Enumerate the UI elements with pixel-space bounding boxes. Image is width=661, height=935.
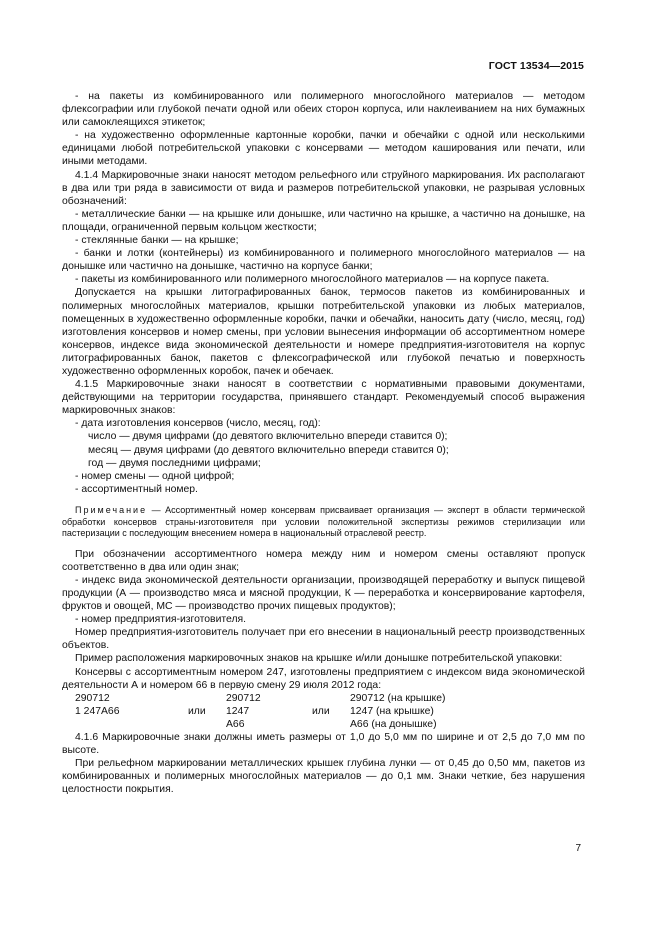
note-label: Примечание	[75, 504, 148, 515]
example-cell	[116, 705, 188, 718]
list-item: - банки и лотки (контейнеры) из комбинированного и полимерного многослойного материалов — на донышке или частично на донышке, частично на корпусе банки;	[62, 248, 585, 273]
paragraph: Допускается на крышки литографированных банок, термосов пакетов из комбинированных и полимерных многослойных материалов, крышки потребительской упаковки из любых материалов, помещенных в художественно оформленные коробки, пачки и обечайки, наносить дату (число, месяц, год) изготовления консервов и номер смены, при условии вынесения информации об ассортиментном номере консервов, индексе вида экономической деятельности и номере предприятия-изготовителя на корпус литографированных банок, пакетов с флексографической или глубокой печатью и поверхность художественно оформленных коробок, пачек и обечаек.	[62, 287, 585, 377]
list-item: - ассортиментный номер.	[75, 483, 198, 495]
document-body	[62, 90, 585, 796]
example-cell	[188, 692, 226, 705]
example-cell	[312, 692, 350, 705]
list-item: - на пакеты из комбинированного или полимерного многослойного материалов — методом флексографии или глубокой печати одной или обеих сторон корпуса, или наклеиванием на них бумажных или самоклеящихся этикеток;	[62, 91, 585, 129]
paragraph: 4.1.5 Маркировочные знаки наносят в соответствии с нормативными правовыми документами, действующими на территории государства, принявшего стандарт. Рекомендуемый способ выражения маркировочных знаков:	[62, 379, 585, 417]
page-number: 7	[575, 843, 581, 854]
document-header: ГОСТ 13534—2015	[488, 60, 584, 72]
list-item: - стеклянные банки — на крышке;	[75, 235, 239, 247]
paragraph: 4.1.6 Маркировочные знаки должны иметь размеры от 1,0 до 5,0 мм по ширине и от 2,5 до 7,0 мм по высоте.	[62, 732, 585, 757]
paragraph: Пример расположения маркировочных знаков на крышке и/или донышке потребительской упаковки:	[75, 653, 563, 665]
paragraph-block-2	[62, 548, 585, 692]
paragraph: При обозначении ассортиментного номера между ним и номером смены оставляют пропуск соответственно в два или один знак;	[62, 548, 585, 573]
paragraph-block-1	[62, 90, 585, 496]
paragraph: При рельефном маркировании металлических крышек глубина лунки — от 0,45 до 0,50 мм, пакетов из комбинированных и полимерных многослойных материалов — до 0,1 мм. Знаки четкие, без нарушения целостности покрытия.	[62, 758, 585, 796]
example-cell	[312, 718, 350, 731]
paragraph: Номер предприятия-изготовитель получает при его внесении в национальный реестр производственных объектов.	[62, 627, 585, 652]
list-item: - номер смены — одной цифрой;	[75, 470, 235, 482]
example-cell: А66	[226, 718, 245, 730]
list-item: - на художественно оформленные картонные коробки, пачки и обечайки с одной или несколькими единицами любой потребительской упаковки с консервами — методом каширования или печати, или иными методами.	[62, 130, 585, 168]
sub-list-item: год — двумя последними цифрами;	[88, 457, 261, 469]
marking-example	[75, 692, 585, 731]
example-cell: 290712	[75, 692, 110, 704]
sub-list-item: число — двумя цифрами (до девятого включительно впереди ставится 0);	[88, 431, 448, 443]
example-cell: А66 (на донышке)	[350, 718, 437, 730]
sub-list-item: месяц — двумя цифрами (до девятого включительно впереди ставится 0);	[88, 444, 449, 456]
example-cell	[75, 718, 116, 731]
example-cell: 290712 (на крышке)	[350, 692, 446, 704]
paragraph-block-3	[62, 731, 585, 796]
list-item: - дата изготовления консервов (число, месяц, год):	[75, 418, 321, 430]
example-cell: или	[312, 705, 330, 717]
example-cell: 290712	[226, 692, 261, 704]
example-cell	[116, 692, 188, 705]
note-text: — Ассортиментный номер консервам присваивает организация — эксперт в области термической обработки консервов страны-изготовителя при условии положительной экспертизы режимов стерилизации или пастеризации с последующим внесением номера в национальный отраслевой реестр.	[62, 504, 585, 539]
list-item: - индекс вида экономической деятельности организации, производящей переработку и выпуск пищевой продукции (А — производство мяса и мясной продукции, К — переработка и консервирование картофеля, фруктов и овощей, МС — производство прочих пищевых продуктов);	[62, 574, 585, 613]
example-cell: 1 247А66	[75, 705, 120, 717]
list-item: - металлические банки — на крышке или донышке, или частично на крышке, а частично на донышке, на площади, ограниченной первым кольцом жесткости;	[62, 208, 585, 233]
note	[62, 505, 585, 540]
paragraph: Консервы с ассортиментным номером 247, изготовлены предприятием с индексом вида экономической деятельности А и номером 66 в первую смену 29 июля 2012 года:	[62, 666, 585, 691]
example-cell	[188, 718, 226, 731]
example-cell: или	[188, 705, 206, 717]
example-cell	[116, 718, 188, 731]
list-item: - номер предприятия-изготовителя.	[75, 614, 247, 626]
list-item: - пакеты из комбинированного или полимерного многослойного материалов — на корпусе пакета.	[75, 274, 550, 286]
example-cell: 1247	[226, 705, 250, 717]
example-cell: 1247 (на крышке)	[350, 705, 434, 717]
paragraph: 4.1.4 Маркировочные знаки наносят методом рельефного или струйного маркирования. Их располагают в два или три ряда в зависимости от вида и размеров потребительской упаковки, не разрывая условных обозначений:	[62, 169, 585, 207]
